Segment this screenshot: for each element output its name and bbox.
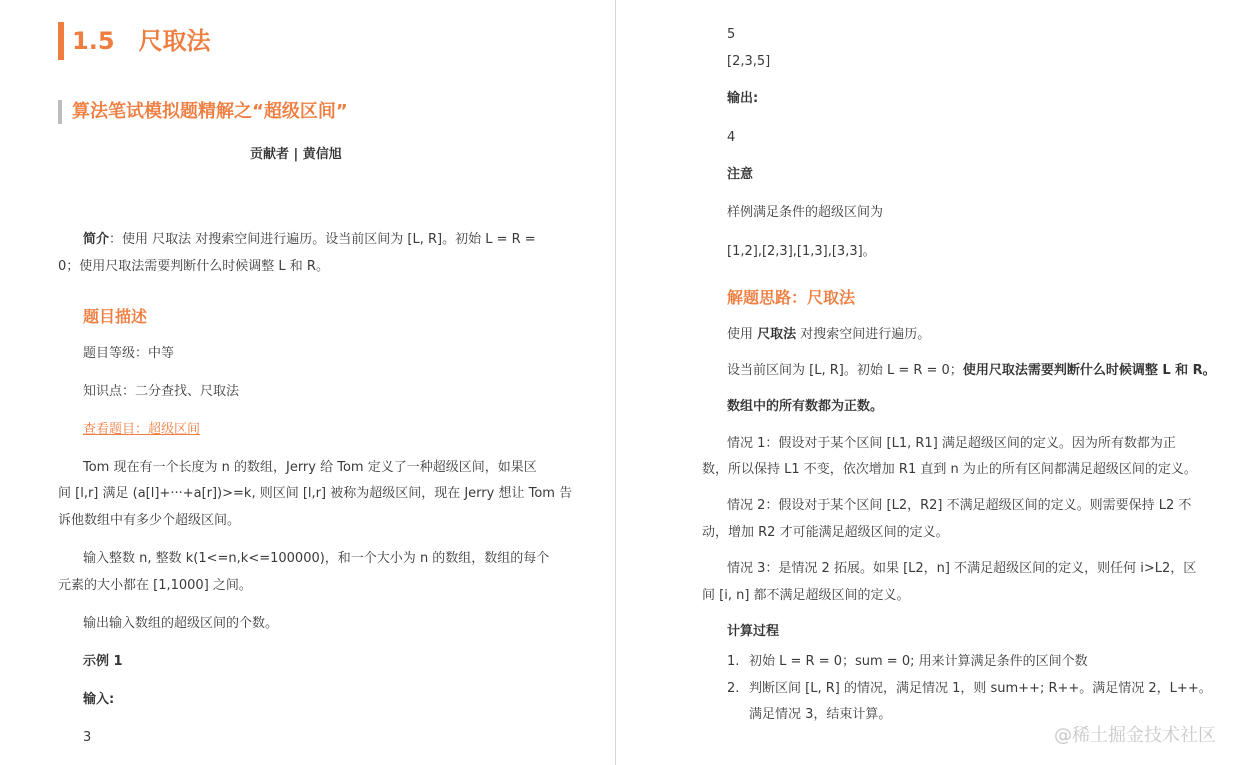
intro-line-2: 0；使用尺取法需要判断什么时候调整 L 和 R。 bbox=[58, 259, 329, 274]
contributor: 贡献者 | 黄信旭 bbox=[250, 147, 342, 162]
step-2-num: 2. bbox=[727, 681, 740, 696]
right-page bbox=[616, 0, 1237, 765]
input-desc-line-2: 元素的大小都在 [1,1000] 之间。 bbox=[58, 578, 252, 593]
intro-line-1 bbox=[83, 231, 536, 249]
chapter-title: 尺取法 bbox=[138, 27, 211, 55]
case2-line-2: 动，增加 R2 才可能满足超级区间的定义。 bbox=[702, 525, 949, 540]
note-intervals: [1,2],[2,3],[1,3],[3,3]。 bbox=[727, 244, 876, 259]
use-suffix: 对搜索空间进行遍历。 bbox=[796, 327, 931, 342]
output-desc: 输出输入数组的超级区间的个数。 bbox=[83, 616, 279, 631]
set-bold: 使用尺取法需要判断什么时候调整 L 和 R。 bbox=[962, 363, 1216, 378]
input-label: 输入: bbox=[83, 692, 115, 707]
section-accent-bar bbox=[58, 100, 62, 124]
input-array: [2,3,5] bbox=[727, 54, 771, 69]
step-2-continued: 满足情况 3，结束计算。 bbox=[749, 707, 892, 722]
step-1-num: 1. bbox=[727, 654, 740, 669]
knowledge-points: 知识点：二分查找、尺取法 bbox=[83, 384, 240, 399]
use-prefix: 使用 bbox=[727, 327, 758, 342]
solution-heading: 解题思路：尺取法 bbox=[727, 288, 856, 307]
input-value: 3 bbox=[83, 730, 92, 745]
case3-line-2: 间 [i, n] 都不满足超级区间的定义。 bbox=[702, 588, 910, 603]
example-label: 示例 1 bbox=[83, 654, 123, 669]
use-bold: 尺取法 bbox=[757, 327, 797, 342]
step-2-text: 判断区间 [L, R] 的情况，满足情况 1，则 sum++; R++。满足情况 2，L++。 bbox=[749, 681, 1212, 696]
desc-line-1: Tom 现在有一个长度为 n 的数组，Jerry 给 Tom 定义了一种超级区间，如果区 bbox=[83, 460, 537, 475]
note-label: 注意 bbox=[727, 167, 754, 182]
problem-level: 题目等级：中等 bbox=[83, 346, 175, 361]
input-desc-line-1: 输入整数 n, 整数 k(1<=n,k<=100000)，和一个大小为 n 的数组，数组的每个 bbox=[83, 551, 550, 566]
use-line bbox=[727, 326, 930, 344]
view-problem-link[interactable]: 查看题目：超级区间 bbox=[83, 422, 201, 437]
intro-label: 简介 bbox=[83, 232, 110, 247]
input-value-2: 5 bbox=[727, 27, 736, 42]
chapter-number: 1.5 bbox=[72, 27, 115, 55]
step-2 bbox=[727, 680, 1212, 698]
case2-line-1: 情况 2：假设对于某个区间 [L2，R2] 不满足超级区间的定义。则需要保持 L2 不 bbox=[727, 498, 1192, 513]
case1-line-1: 情况 1：假设对于某个区间 [L1, R1] 满足超级区间的定义。因为所有数都为正 bbox=[727, 436, 1176, 451]
chapter-heading bbox=[72, 24, 211, 58]
left-page bbox=[0, 0, 615, 765]
desc-line-2: 间 [l,r] 满足 (a[l]+···+a[r])>=k, 则区间 [l,r] 被称为超级区间，现在 Jerry 想让 Tom 告 bbox=[58, 486, 573, 501]
section-title: 算法笔试模拟题精解之“超级区间” bbox=[72, 101, 348, 122]
case1-line-2: 数，所以保持 L1 不变，依次增加 R1 直到 n 为止的所有区间都满足超级区间的定义。 bbox=[702, 462, 1197, 477]
chapter-accent-bar bbox=[58, 22, 64, 60]
case3-line-1: 情况 3：是情况 2 拓展。如果 [L2，n] 不满足超级区间的定义，则任何 i>L2，区 bbox=[727, 561, 1197, 576]
set-line bbox=[727, 362, 1216, 380]
process-label: 计算过程 bbox=[727, 624, 780, 639]
output-label: 输出: bbox=[727, 91, 759, 106]
step-1-text: 初始 L = R = 0；sum = 0; 用来计算满足条件的区间个数 bbox=[749, 654, 1088, 669]
intro-text-1: ：使用 尺取法 对搜索空间进行遍历。设当前区间为 [L, R]。初始 L = R = bbox=[109, 232, 536, 247]
step-1 bbox=[727, 653, 1088, 671]
problem-heading: 题目描述 bbox=[83, 307, 148, 326]
desc-line-3: 诉他数组中有多少个超级区间。 bbox=[58, 513, 241, 528]
note-text: 样例满足条件的超级区间为 bbox=[727, 205, 884, 220]
positive-note: 数组中的所有数都为正数。 bbox=[727, 399, 884, 414]
output-value: 4 bbox=[727, 130, 736, 145]
set-prefix: 设当前区间为 [L, R]。初始 L = R = 0； bbox=[727, 363, 963, 378]
watermark: @稀土掘金技术社区 bbox=[1054, 725, 1216, 746]
